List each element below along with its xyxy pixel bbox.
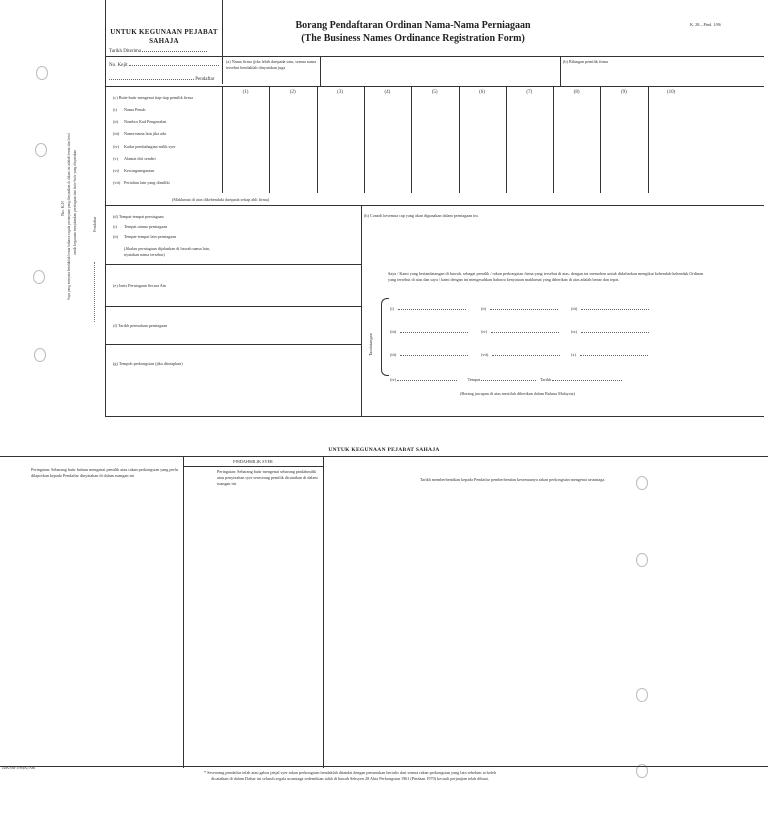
- new-particulars-area[interactable]: [0, 490, 182, 765]
- column-number: (5): [431, 90, 438, 95]
- section-c-item: (iv) Kadar pembahagian milik syer: [113, 143, 176, 149]
- date-field[interactable]: [552, 380, 622, 381]
- registrar-field[interactable]: [109, 76, 214, 83]
- place-label: Tempat: [467, 377, 481, 382]
- signature-line[interactable]: (iii): [571, 306, 649, 311]
- section-d-item: (i) Tempat utama perniagaan: [113, 224, 168, 229]
- form-title-english: (The Business Names Ordinance Registration Form): [301, 33, 525, 44]
- right-note: Tarikh memberhentikan kepada Pendaftar pemberhentian kesemuanya rakan perkongsian mengenai urusniaga.: [420, 477, 606, 482]
- side-declaration-1: Saya yang menyata hendaklah benar bahawa segala pertanyaan yang dinyatakan di dalam ini adalah benar dan betul: [67, 133, 71, 300]
- punch-hole: [36, 66, 48, 80]
- signature-line[interactable]: (x): [571, 352, 648, 357]
- column-number: (2): [289, 90, 296, 95]
- section-d-heading: (d) Tempat-tempat perniagaan: [113, 214, 164, 219]
- declaration-text: Saya / Kami yang bertandatangan di bawah, sebagai pemilik / rakan perkongsian firma yang tersebut di atas, dengan ini memohon untuk didaftarkan mengikut kehendak-kehendak Ordinan yang tersebut di atas dan saya / kami dengan ini mengesahkan bahawa kenyataan maklumat yang diberikan di atas adalah benar dan tepat.: [388, 271, 704, 282]
- owner-column-field[interactable]: [223, 98, 268, 194]
- share-transfer-area[interactable]: [184, 490, 322, 765]
- section-c-heading: (c) Butir-butir mengenai tiap-tiap pemilik firma: [113, 95, 193, 100]
- registrar-label: Pendaftar: [195, 77, 215, 82]
- side-declaration-2: untuk kegunaan menjalankan perniagaan dan butir-butir yang dinyatakan: [73, 149, 77, 255]
- section-c-item: (ii) Nombor Kad Pengenalan: [113, 119, 167, 125]
- signature-line[interactable]: (iii): [390, 329, 468, 334]
- reg-no-field[interactable]: [109, 62, 219, 69]
- section-c-item: (i) Nama Penuh: [113, 107, 146, 112]
- bottom-footnote: * Seseorang pendaftar telah atau gabus jenjal syer rakan perkongsian hendaklah ditandai dengan pemasukan bertulis dari semua rakan perkongsian yang lain sebelum ia boleh dicatatkan di dalam Daftar ini seluruh segala urusniaga sedemikian ialah di bawah Seksyen 28 Akta Perkongsian 1961 (Pindaan 1970) kecuali perjanjian telah dibuat.: [204, 770, 496, 781]
- column-number: (1): [242, 90, 249, 95]
- section-c-item: (vi) Kewarganegaraan: [113, 168, 155, 173]
- owner-column-field[interactable]: [649, 98, 694, 194]
- firm-name-label: (a) Nama firma (jika lebih daripada satu, semua nama tersebut hendaklah dinyatakan juga: [226, 59, 317, 70]
- section-c-footnote: (Maklumat di atas dikehendaki daripada setiap ahli firma): [172, 197, 270, 202]
- date-label: Tarikh: [540, 377, 552, 382]
- place-field[interactable]: [481, 380, 536, 381]
- signature-line[interactable]: (vii): [481, 352, 560, 357]
- date-received-label: Tarikh Diterima: [109, 49, 141, 54]
- language-note: (Borang jawapan di atas mestilah diberikan dalam Bahasa Malaysia): [460, 391, 575, 396]
- firm-name-field[interactable]: [320, 57, 560, 85]
- cessation-area[interactable]: [324, 490, 764, 765]
- owner-column-field[interactable]: [270, 98, 315, 194]
- signature-bottom-row: (iv) Tempat Tarikh: [390, 377, 622, 382]
- signature-line[interactable]: (ii): [481, 306, 558, 311]
- company-stamp-area[interactable]: [362, 220, 762, 265]
- punch-hole: [33, 270, 45, 284]
- punch-hole: [34, 348, 46, 362]
- owner-column-field[interactable]: [601, 98, 646, 194]
- owner-column-field[interactable]: [318, 98, 363, 194]
- signature-brace: [381, 298, 389, 376]
- column-number: (3): [337, 90, 344, 95]
- form-title-malay: Borang Pendaftaran Ordinan Nama-Nama Perniagaan: [295, 20, 531, 31]
- owner-column-field[interactable]: [365, 98, 410, 194]
- section-f-label: (f) Tarikh permulaan perniagaan: [113, 323, 168, 328]
- section-e-label: (e) Jenis Perniagaan Secara Am: [113, 283, 167, 288]
- signature-side-label: Tandatangan: [368, 333, 373, 356]
- section-c-item: (iii) Nama-nama lain jika ada: [113, 131, 166, 137]
- section-g-label: (g) Tempoh perkongsian (jika ditetapkan): [113, 361, 183, 366]
- owner-column-field[interactable]: [554, 98, 599, 194]
- column-number: (7): [526, 90, 533, 95]
- section-d-item: (ii) Tempat-tempat lain perniagaan: [113, 234, 177, 239]
- section-h-label: (h) Contoh kesemua cap yang akan digunakan dalam perniagaan ini.: [364, 213, 479, 218]
- signature-line[interactable]: (iii): [390, 352, 468, 357]
- column-number: (6): [479, 90, 485, 95]
- start-date-field[interactable]: [222, 308, 360, 343]
- signature-line[interactable]: (ix): [571, 329, 649, 334]
- business-type-field[interactable]: [222, 266, 360, 305]
- column-number: (4): [384, 90, 391, 95]
- signature-line[interactable]: (iv): [481, 329, 559, 334]
- section-c-item: (vii) Pertalian lain yang dimiliki: [113, 180, 170, 186]
- side-registrar-label: Pendaftar: [92, 216, 97, 232]
- section-d-note: (Jikalau perniagaan dijalankan di bawah nama lain, nyatakan nama tersebut): [124, 246, 210, 257]
- column-number: (8): [573, 90, 580, 95]
- share-transfer-header: PINDAHMILIK SYER: [233, 459, 273, 464]
- date-received-field[interactable]: [109, 48, 207, 55]
- lower-title: UNTUK KEGUNAAN PEJABAT SAHAJA: [328, 447, 440, 453]
- office-use-title: UNTUK KEGUNAAN PEJABAT SAHAJA: [110, 28, 218, 45]
- side-ic-label: No. K.P.: [60, 200, 65, 216]
- owner-column-field[interactable]: [507, 98, 552, 194]
- section-c-item: (v) Alamat diri sendiri: [113, 155, 156, 161]
- punch-hole: [636, 476, 648, 490]
- punch-hole: [35, 143, 47, 157]
- partnership-term-field[interactable]: [222, 346, 360, 414]
- business-place-field[interactable]: [222, 207, 360, 263]
- left-note: Peringatan: Sebarang butir baharu mengenai pemilik atau rakan perkongsian yang perlu dilaporkan kepada Pendaftar dinyatakan di dalam ruangan ini: [31, 467, 178, 478]
- column-number: (9): [620, 90, 627, 95]
- middle-note: Peringatan: Sebarang butir mengenai sebarang pindahmilik atau penyerahan syer seseorang pemilik dicatatkan di dalam ruangan ini.: [217, 469, 318, 486]
- reg-no-label: No. Kejit: [109, 63, 128, 68]
- column-number: (10): [667, 90, 676, 95]
- footer-code: JDKNM-1/90(K) Am: [2, 766, 35, 770]
- owner-count-label: (b) Bilangan pemilik firma: [563, 59, 609, 64]
- signature-line[interactable]: (i): [390, 306, 466, 311]
- owner-column-field[interactable]: [460, 98, 505, 194]
- form-reference: K. 28—Pind. 1/86: [690, 22, 721, 27]
- owner-column-field[interactable]: [412, 98, 457, 194]
